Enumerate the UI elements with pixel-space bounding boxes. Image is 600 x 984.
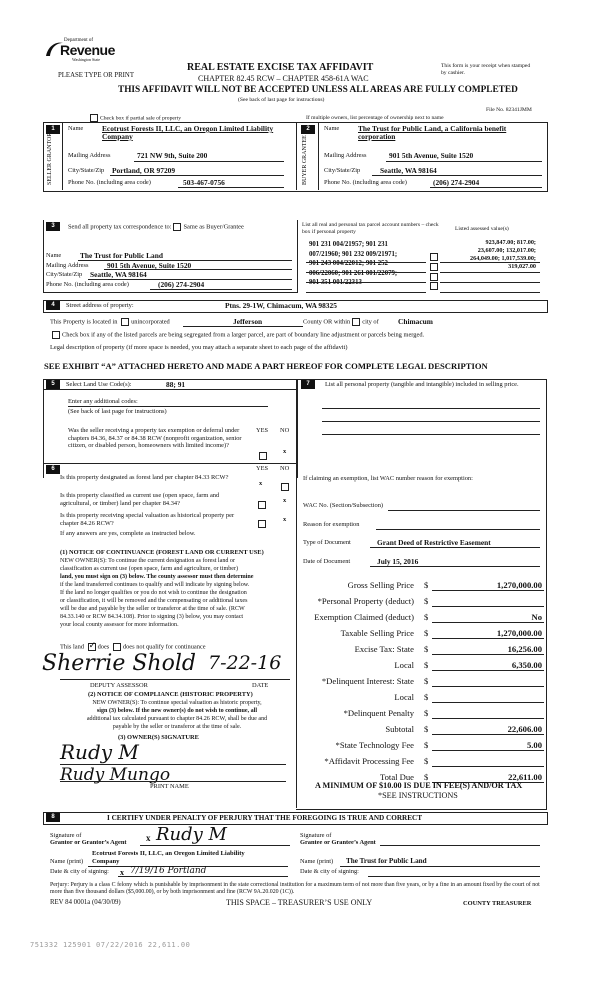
unincorporated-label: unincorporated xyxy=(131,318,170,326)
section-2-badge: 2 xyxy=(301,125,315,134)
see-instructions: *SEE INSTRUCTIONS xyxy=(378,791,458,800)
form-warning: THIS AFFIDAVIT WILL NOT BE ACCEPTED UNLESS ALL AREAS ARE FULLY COMPLETED xyxy=(118,85,518,95)
fee-line xyxy=(432,622,544,623)
grantor-date[interactable]: 7/19/16 Portland xyxy=(130,866,207,876)
notice1-line: if the land transferred continues to qualify and will indicate by signing below. xyxy=(60,582,250,588)
forest-q3-no-mark[interactable]: x xyxy=(283,516,287,523)
segregated-label: Check box if any of the listed parcels are being segregated from a larger parcel, are part of boundary line adjustment or parcels being merged. xyxy=(62,331,425,339)
forest-yes-header: YES xyxy=(256,465,269,472)
grantor-sig-label xyxy=(50,832,127,846)
form-chapter: CHAPTER 82.45 RCW – CHAPTER 458-61A WAC xyxy=(198,74,369,83)
notice2-line: additional tax calculated pursuant to chapter 84.26 RCW, shall be due and xyxy=(86,716,268,722)
additional-codes-label: Enter any additional codes: xyxy=(68,398,138,405)
section-3-badge: 3 xyxy=(46,222,60,231)
assessed-label: Listed assessed value(s) xyxy=(455,226,509,232)
personal-property-label: List all personal property (tangible and intangible) included in selling price. xyxy=(325,381,519,388)
fee-value[interactable]: 6,350.00 xyxy=(511,660,542,670)
parcel-number: 007/21960; 901 232 009/21971; xyxy=(309,250,398,258)
seller-mailing[interactable]: 721 NW 9th, Suite 200 xyxy=(137,151,208,160)
buyer-name-label: Name xyxy=(324,125,340,132)
wac-claim-label: If claiming an exemption, list WAC number reason for exemption: xyxy=(303,475,473,482)
seller-phone[interactable]: 503-467-0756 xyxy=(183,178,225,187)
fee-currency: $ xyxy=(424,628,429,638)
dept-logo-text: Revenue xyxy=(60,42,115,58)
fee-line xyxy=(432,638,544,639)
buyer-phone-label: Phone No. (including area code) xyxy=(324,179,407,186)
does-not-label: does not qualify for continuance xyxy=(122,643,206,651)
does-checkbox[interactable]: ✓ xyxy=(88,640,97,650)
fee-value[interactable]: 1,270,000.00 xyxy=(496,580,542,590)
fee-currency: $ xyxy=(424,612,429,622)
wac-no-label: WAC No. (Section/Subsection) xyxy=(303,502,384,509)
assessor-date: 7-22-16 xyxy=(208,652,282,674)
forest-q1-yes-mark[interactable]: x xyxy=(259,480,263,487)
fee-label: Local xyxy=(394,660,414,670)
print-name-label: PRINT NAME xyxy=(150,783,189,790)
treasurer-space-label: THIS SPACE – TREASURER’S USE ONLY xyxy=(226,898,373,907)
street-label: Street address of property: xyxy=(66,302,134,309)
exhibit-note: SEE EXHIBIT “A” ATTACHED HERETO AND MADE A PART HEREOF FOR COMPLETE LEGAL DESCRIPTION xyxy=(44,361,488,371)
reason-label: Reason for exemption xyxy=(303,521,360,528)
notice1-line: 84.33.140 or RCW 84.34.108). Prior to signing (3) below, you may contact xyxy=(60,614,244,620)
notice1-line: will be due and payable by the seller or transferor at the time of sale. (RCW xyxy=(60,606,245,612)
section-8-badge: 8 xyxy=(46,813,60,822)
parcel-number: 006/22060; 901 261 001/22079; xyxy=(309,269,398,277)
exemption-question: Was the seller receiving a property tax exemption or deferral under chapters 84.36, 84.37 or 84.38 RCW (nonprofit organization, senior citizen, or disabled person, homeowners with limited income)? xyxy=(68,427,242,450)
parcels-label: List all real and personal tax parcel account numbers – check box if personal property xyxy=(302,222,439,235)
forest-q3: Is this property receiving special valuation as historical property per chapter 84.26 RCW? xyxy=(60,512,235,527)
multiple-owners-note: If multiple owners, list percentage of ownership next to name xyxy=(306,115,444,121)
see-back-note: (See back of last page for instructions) xyxy=(238,97,325,103)
grantor-sig-label-line: Grantor or Grantor’s Agent xyxy=(50,839,127,846)
correspondence-label: Send all property tax correspondence to: xyxy=(68,223,172,231)
owner-printed-name: Rudy Mungo xyxy=(60,765,171,785)
does-not-checkbox[interactable] xyxy=(113,643,121,651)
notice2-title: (2) NOTICE OF COMPLIANCE (HISTORIC PROPERTY) xyxy=(88,691,253,698)
fee-currency: $ xyxy=(424,580,429,590)
section-6-badge: 6 xyxy=(46,465,60,474)
receipt-note: This form is your receipt when stamped by cashier. xyxy=(441,63,531,76)
buyer-city[interactable]: Seattle, WA 98164 xyxy=(380,166,437,175)
fee-line xyxy=(432,750,544,751)
notice1-text xyxy=(60,557,253,629)
corr-name[interactable]: The Trust for Public Land xyxy=(80,251,163,260)
fee-label: *State Technology Fee xyxy=(335,740,414,750)
fee-currency: $ xyxy=(424,660,429,670)
fee-label: Local xyxy=(394,692,414,702)
grantee-name[interactable]: The Trust for Public Land xyxy=(346,857,427,865)
seller-side-label: SELLER GRANTOR xyxy=(47,132,53,185)
doc-date-label: Date of Document xyxy=(303,558,351,565)
buyer-city-label: City/State/Zip xyxy=(324,167,361,174)
land-use-code[interactable]: 88; 91 xyxy=(166,380,186,389)
county-name[interactable]: Jefferson xyxy=(233,317,263,326)
forest-no-header: NO xyxy=(280,465,290,472)
fee-label: *Affidavit Processing Fee xyxy=(324,756,414,766)
certify-title: I CERTIFY UNDER PENALTY OF PERJURY THAT THE FOREGOING IS TRUE AND CORRECT xyxy=(107,814,422,822)
deputy-assessor-label: DEPUTY ASSESSOR xyxy=(90,682,148,689)
county-or-within-label: County OR within xyxy=(303,318,351,326)
county-within-row xyxy=(303,318,379,326)
corr-city[interactable]: Seattle, WA 98164 xyxy=(90,270,147,279)
segregated-checkbox[interactable] xyxy=(52,331,60,339)
parcel-numbers xyxy=(309,240,397,288)
buyer-phone[interactable]: (206) 274-2904 xyxy=(433,178,480,187)
fee-value[interactable]: 1,270,000.00 xyxy=(496,628,542,638)
dept-state: Washington State xyxy=(72,57,101,62)
file-number: File No. 82341JMM xyxy=(486,107,532,113)
qualify-row xyxy=(60,640,206,651)
fee-line xyxy=(432,654,544,655)
section-1-badge: 1 xyxy=(46,125,60,134)
fee-line xyxy=(432,670,544,671)
fee-label: *Delinquent Interest: State xyxy=(321,676,414,686)
notice1-line: NEW OWNER(S): To continue the current designation as forest land or xyxy=(60,558,236,564)
fee-label: Gross Selling Price xyxy=(347,580,414,590)
fee-line xyxy=(432,590,544,591)
grantor-date-label: Date & city of signing: xyxy=(50,868,109,875)
notice2-line: NEW OWNER(S): To continue special valuation as historic property, xyxy=(92,700,262,706)
pp-checkbox[interactable] xyxy=(430,273,438,281)
fee-line xyxy=(432,702,544,703)
section-7-frame xyxy=(296,379,547,810)
partial-sale-row xyxy=(88,114,181,122)
buyer-mailing-label: Mailing Address xyxy=(324,152,367,159)
notice1-line: or classification, it will be removed and the compensating or additional taxes xyxy=(60,598,248,604)
unincorporated-checkbox[interactable] xyxy=(121,318,129,326)
located-in-row xyxy=(50,318,170,326)
assessor-date-label: DATE xyxy=(252,682,269,689)
notice1-line: land, you must sign on (3) below. The county assessor must then determine xyxy=(60,574,254,580)
seller-phone-label: Phone No. (including area code) xyxy=(68,179,151,186)
forest-q1: Is this property designated as forest land per chapter 84.33 RCW? xyxy=(60,474,229,481)
notice2-text xyxy=(64,699,290,731)
forest-q2-yes[interactable] xyxy=(256,496,268,514)
fee-label: *Delinquent Penalty xyxy=(343,708,414,718)
grantee-date-label: Date & city of signing: xyxy=(300,868,359,875)
form-revision: REV 84 0001a (04/30/09) xyxy=(50,899,121,906)
assessor-signature: Sherrie Shold xyxy=(42,651,196,676)
section-7-badge: 7 xyxy=(301,380,315,389)
fee-line xyxy=(432,606,544,607)
assessed-value: 319,027.00 xyxy=(508,263,536,270)
fee-currency: $ xyxy=(424,708,429,718)
seller-city[interactable]: Portland, OR 97209 xyxy=(112,166,176,175)
fee-label: Taxable Selling Price xyxy=(340,628,414,638)
corr-name-label: Name xyxy=(46,252,62,259)
seller-city-label: City/State/Zip xyxy=(68,167,105,174)
fee-currency: $ xyxy=(424,756,429,766)
does-label: does xyxy=(97,643,110,651)
owner-signature: Rudy M xyxy=(60,740,139,764)
legal-description-label: Legal description of property (if more space is needed, you may attach a separate sheet to each page of the affidavit) xyxy=(50,344,348,351)
forest-if-yes: If any answers are yes, complete as instructed below. xyxy=(60,530,196,537)
city-name[interactable]: Chimacum xyxy=(398,317,433,326)
form-title: REAL ESTATE EXCISE TAX AFFIDAVIT xyxy=(187,62,374,73)
corr-phone-label: Phone No. (including area code) xyxy=(46,281,129,288)
fee-value[interactable]: No xyxy=(531,612,542,622)
grantor-name[interactable]: Ecotrust Forests II, LLC, an Oregon Limited Liability Company xyxy=(92,850,245,865)
fee-label: Excise Tax: State xyxy=(354,644,414,654)
treasurer-stamp: 751332 125901 07/22/2016 22,611.00 xyxy=(30,941,191,949)
fee-currency: $ xyxy=(424,596,429,606)
fee-currency: $ xyxy=(424,692,429,702)
seller-name-label: Name xyxy=(68,125,84,132)
this-land-label: This land xyxy=(60,643,84,651)
buyer-name[interactable]: The Trust for Public Land, a California benefit corporation xyxy=(358,124,507,141)
corr-mailing-label: Mailing Address xyxy=(46,262,89,269)
fee-label: Total Due xyxy=(379,772,414,782)
section-5-badge: 5 xyxy=(46,380,60,389)
seller-name[interactable]: Ecotrust Forests II, LLC, an Oregon Limited Liability Company xyxy=(102,124,274,141)
grantee-sig-label-line: Signature of xyxy=(300,832,332,839)
same-as-buyer-label: Same as Buyer/Grantee xyxy=(183,223,244,231)
corr-city-label: City/State/Zip xyxy=(46,271,83,278)
forest-q3-yes[interactable] xyxy=(256,515,268,533)
pp-checkbox[interactable] xyxy=(430,263,438,271)
personal-property-checkboxes xyxy=(428,252,440,290)
minimum-fee-note: A MINIMUM OF $10.00 IS DUE IN FEE(S) AND/OR TAX xyxy=(315,781,523,790)
notice1-line: your local county assessor for more information. xyxy=(60,622,179,628)
fee-value[interactable]: 22,606.00 xyxy=(507,724,542,734)
grantor-date-x: x xyxy=(120,868,124,877)
revenue-logo xyxy=(44,38,114,64)
grantee-sig-label xyxy=(300,832,376,846)
fee-label: Exemption Claimed (deduct) xyxy=(314,612,414,622)
forest-q2-no-mark[interactable]: x xyxy=(283,497,287,504)
assessed-values xyxy=(440,239,536,271)
fee-label: Subtotal xyxy=(385,724,414,734)
grantor-x-mark: x xyxy=(146,833,151,843)
seller-mailing-label: Mailing Address xyxy=(68,152,111,159)
land-use-label: Select Land Use Code(s): xyxy=(66,381,132,388)
correspondence-label-row xyxy=(68,223,244,231)
fee-value[interactable]: 16,256.00 xyxy=(507,644,542,654)
forest-q1-no[interactable] xyxy=(279,478,291,496)
partial-sale-label: Check box if partial sale of property xyxy=(100,115,182,122)
same-as-buyer-checkbox[interactable] xyxy=(173,223,181,231)
street-address[interactable]: Ptns. 29-1W, Chimacum, WA 98325 xyxy=(225,301,337,310)
parcel-number: 901 231 004/21957; 901 231 xyxy=(309,241,388,248)
fee-currency: $ xyxy=(424,772,429,782)
fee-value[interactable]: 22,611.00 xyxy=(508,772,542,782)
forest-q2: Is this property classified as current use (open space, farm and agricultural, or timber) land per chapter 84.34? xyxy=(60,492,220,507)
fee-label: *Personal Property (deduct) xyxy=(317,596,414,606)
city-checkbox[interactable] xyxy=(352,318,360,326)
parcel-number: 901 243 004/22012; 901 252 xyxy=(309,260,388,268)
fee-line xyxy=(432,686,544,687)
corr-phone[interactable]: (206) 274-2904 xyxy=(158,280,205,289)
fee-line xyxy=(432,718,544,719)
perjury-note: Perjury: Perjury is a class C felony which is punishable by imprisonment in the state correctional institution for a maximum term of not more than five years, or by a fine in an amount fixed by the court of not more than five thousand dollars ($5,000.00), or by both imprisonment and fine (RCW 9A.20.020 (1C)). xyxy=(50,882,540,895)
dept-label: Department of xyxy=(64,38,94,43)
section-4-badge: 4 xyxy=(46,301,60,310)
notice2-line: sign (3) below. If the new owner(s) do not wish to continue, all xyxy=(96,708,258,714)
located-in-label: This Property is located in xyxy=(50,318,118,326)
fee-currency: $ xyxy=(424,644,429,654)
pp-checkbox[interactable] xyxy=(430,282,438,290)
fee-line xyxy=(432,734,544,735)
grantor-name-label: Name (print) xyxy=(50,858,84,865)
grantor-sig-label-line: Signature of xyxy=(50,832,82,839)
assessed-value: 23,607.00; 132,017.00; xyxy=(477,247,536,254)
city-of-label: city of xyxy=(362,318,379,326)
fee-currency: $ xyxy=(424,724,429,734)
no-header: NO xyxy=(280,427,290,434)
doc-date[interactable]: July 15, 2016 xyxy=(377,557,419,566)
grantee-name-label: Name (print) xyxy=(300,858,334,865)
partial-sale-checkbox[interactable] xyxy=(90,114,98,122)
pp-checkbox[interactable] xyxy=(430,253,438,261)
notice1-line: classification as current use (open space, farm and agriculture, or timber) xyxy=(60,566,238,572)
buyer-side-label: BUYER GRANTEE xyxy=(302,135,308,185)
fee-currency: $ xyxy=(424,676,429,686)
yes-header: YES xyxy=(256,427,269,434)
fee-line xyxy=(432,766,544,767)
assessed-value: 923,847.00; 817.00; xyxy=(485,239,536,246)
grantee-sig-label-line: Grantee or Grantee’s Agent xyxy=(300,839,376,846)
fee-currency: $ xyxy=(424,740,429,750)
buyer-mailing[interactable]: 901 5th Avenue, Suite 1520 xyxy=(389,151,474,160)
notice2-line: payable by the seller or transferor at the time of sale. xyxy=(112,724,242,730)
notice1-title: (1) NOTICE OF CONTINUANCE (FOREST LAND OR CURRENT USE) xyxy=(60,549,264,556)
grantor-signature[interactable]: Rudy M xyxy=(156,824,227,845)
please-type: PLEASE TYPE OR PRINT xyxy=(58,72,134,79)
doc-type-label: Type of Document xyxy=(303,539,351,546)
county-treasurer-label: COUNTY TREASURER xyxy=(463,900,532,907)
notice1-line: If the land no longer qualifies or you do not wish to continue the designation xyxy=(60,590,247,596)
owner-signature-label: (3) OWNER(S) SIGNATURE xyxy=(118,734,199,741)
doc-type[interactable]: Grant Deed of Restrictive Easement xyxy=(377,538,491,547)
land-use-see-back: (See back of last page for instructions) xyxy=(68,408,167,415)
exemption-no-mark[interactable]: x xyxy=(283,448,287,455)
assessed-value: 264,049.00; 1,017,539.00; xyxy=(470,255,536,262)
fee-value[interactable]: 5.00 xyxy=(526,740,542,750)
parcel-number: 901 351 001/22313 xyxy=(309,279,362,287)
segregated-row xyxy=(50,331,424,339)
corr-mailing[interactable]: 901 5th Avenue, Suite 1520 xyxy=(107,261,192,270)
